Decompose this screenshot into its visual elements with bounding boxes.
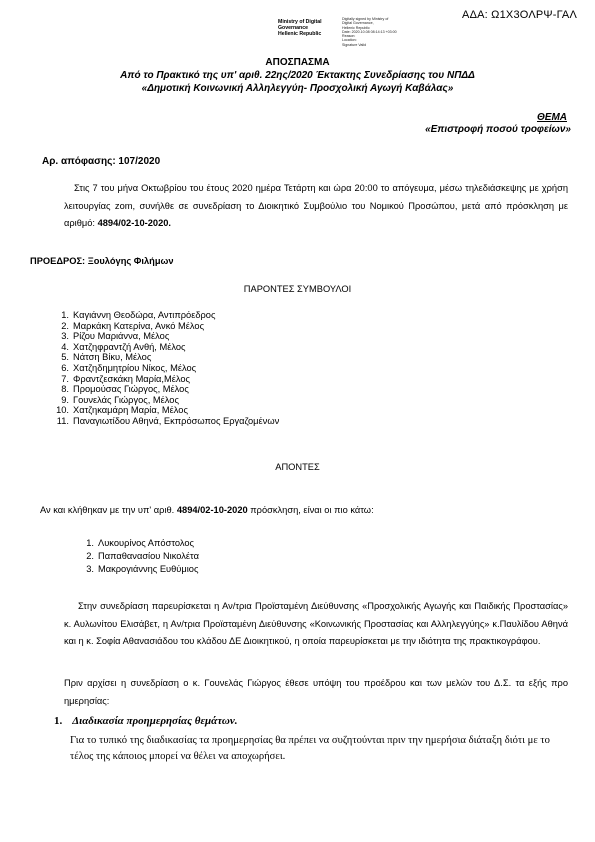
signature-org-line: Ministry of Digital <box>278 19 322 25</box>
absent-heading: ΑΠΟΝΤΕΣ <box>275 462 320 472</box>
member-name: Καγιάννη Θεοδώρα, Αντιπρόεδρος <box>73 310 216 320</box>
list-item <box>80 550 199 563</box>
president: ΠΡΟΕΔΡΟΣ: Ξουλόγης Φιλήμων <box>30 256 174 266</box>
present-heading: ΠΑΡΟΝΤΕΣ ΣΥΜΒΟΥΛΟΙ <box>243 284 352 294</box>
signature-detail-line: Hellenic Republic <box>342 25 370 30</box>
list-item <box>80 537 199 550</box>
list-item <box>80 563 199 576</box>
document-subtitle: Από το Πρακτικό της υπ' αριθ. 22ης/2020 Έκτακτης Συνεδρίασης του ΝΠΔΔ <box>120 70 475 81</box>
signature-detail-line: Date: 2020.10.08 08:14:13 +03:00 <box>342 29 397 34</box>
list-item <box>40 310 279 321</box>
list-item <box>40 384 279 395</box>
signature-detail-line: Signature Valid <box>342 42 367 47</box>
list-item <box>40 321 279 332</box>
list-number: 1. <box>86 538 94 548</box>
digital-signature-details <box>342 17 412 47</box>
absent-intro-text: Αν και κλήθηκαν με την υπ' αριθ. <box>40 505 177 515</box>
agenda-number: 1. <box>54 715 63 727</box>
list-number: 2. <box>86 550 94 561</box>
list-item <box>40 352 279 363</box>
agenda-title: Διαδικασία προημερησίας θεμάτων. <box>72 715 238 727</box>
member-name: Νάτση Βίκυ, Μέλος <box>73 352 152 363</box>
subject-label: ΘΕΜΑ <box>537 112 567 123</box>
absent-intro-text-end: πρόσκληση, είναι οι πιο κάτω: <box>247 505 374 515</box>
pre-agenda-paragraph: Πριν αρχίσει η συνεδρίαση ο κ. Γουνελάς Γιώργος έθεσε υπόψη του προέδρου και των μελών του Δ.Σ. τα εξής προ ημερησίας: <box>64 678 568 706</box>
member-name: Μαρκάκη Κατερίνα, Ανκό Μέλος <box>73 320 205 331</box>
member-name: Μακρογιάννης Ευθύμιος <box>98 563 199 574</box>
member-name: Χατζηκαμάρη Μαρία, Μέλος <box>73 405 188 416</box>
signature-org-line: Governance <box>278 25 308 32</box>
signature-detail-line: Location: <box>342 38 357 43</box>
member-name: Προμούσας Γιώργος, Μέλος <box>73 384 189 395</box>
member-name: Παναγιωτίδου Αθηνά, Εκπρόσωπος Εργαζομένων <box>73 415 280 426</box>
agenda-item-title <box>54 715 238 727</box>
present-members-list <box>40 310 279 427</box>
list-number: 5. <box>61 352 69 363</box>
document-title: ΑΠΟΣΠΑΣΜΑ <box>265 57 330 68</box>
decision-number: Αρ. απόφασης: 107/2020 <box>42 156 161 167</box>
list-number: 7. <box>61 373 69 384</box>
meeting-text: Στις 7 του μήνα Οκτωβρίου του έτους 2020 ημέρα Τετάρτη και ώρα 20:00 το απόγευμα, μέσω τηλεδιάσκεψης με χρήση λειτουργίας zom, συνήλθε σε συνεδρίαση το Διοικητικό Συμβούλιο του Νομικού Προσώπου, μετά από πρόσκληση με αριθμό: <box>64 183 568 228</box>
organization-name: «Δημοτική Κοινωνική Αλληλεγγύη- Προσχολική Αγωγή Καβάλας» <box>141 83 454 94</box>
list-item <box>40 374 279 385</box>
member-name: Χατζηδημητρίου Νίκος, Μέλος <box>73 362 197 373</box>
member-name: Λυκουρίνος Απόστολος <box>98 538 195 548</box>
list-number: 9. <box>61 394 69 405</box>
list-number: 2. <box>61 320 69 331</box>
member-name: Φραντζεσκάκη Μαρία,Μέλος <box>73 373 191 384</box>
signature-org-line: Hellenic Republic <box>278 31 322 38</box>
list-number: 11. <box>56 415 69 426</box>
member-name: Γουνελάς Γιώργος, Μέλος <box>73 394 179 405</box>
invitation-number: 4894/02-10-2020. <box>97 218 171 228</box>
list-number: 3. <box>61 331 69 342</box>
digital-signature-org <box>278 19 340 38</box>
list-item <box>40 331 279 342</box>
list-number: 1. <box>61 310 69 320</box>
list-item <box>40 416 279 427</box>
absent-intro <box>40 505 374 515</box>
list-number: 4. <box>61 341 69 352</box>
member-name: Χατζηφραντζή Ανθή, Μέλος <box>73 341 186 352</box>
list-item <box>40 395 279 406</box>
signature-detail-line: Digitally signed by Ministry of <box>342 17 389 21</box>
list-item <box>40 405 279 416</box>
list-number: 8. <box>61 384 69 395</box>
agenda-item-text: Για το τυπικό της διαδικασίας τα προημερησίας θα πρέπει να συζητούνται πριν την ημερήσια διάταξη διότι με το τέλος της κάποιος μπορεί να θέλει να αποχωρήσει. <box>70 735 550 762</box>
attendance-paragraph: Στην συνεδρίαση παρευρίσκεται η Αν/τρια Προϊσταμένη Διεύθυνσης «Προσχολικής Αγωγής και Παιδικής Προστασίας» κ. Αυλωνίτου Ελισάβετ, η Αν/τρια Προϊσταμένη Διεύθυνσης «Κοινωνικής Προστασίας και Αλληλεγγύης» κ.Παυλίδου Αθηνά και η κ. Σοφία Αθανασιάδου του κλάδου ΔΕ Διοικητικού, η οποία παρευρίσκεται με την ιδιότητα της πρακτικογράφου. <box>64 601 568 646</box>
ada-code: ΑΔΑ: Ω1Χ3ΟΛΡΨ-ΓΑΛ <box>462 9 577 21</box>
absent-invitation-number: 4894/02-10-2020 <box>176 505 248 515</box>
meeting-paragraph <box>64 180 568 233</box>
list-item <box>40 363 279 374</box>
signature-detail-line: Reason: <box>342 34 356 39</box>
list-item <box>40 342 279 353</box>
member-name: Ρίζου Μαριάννα, Μέλος <box>73 331 170 342</box>
list-number: 10. <box>56 405 69 416</box>
absent-members-list <box>80 537 199 575</box>
subject-value: «Επιστροφή ποσού τροφείων» <box>425 124 571 135</box>
list-number: 3. <box>86 563 94 574</box>
member-name: Παπαθανασίου Νικολέτα <box>98 550 199 561</box>
signature-detail-line: Digital Governance, <box>342 21 374 26</box>
list-number: 6. <box>61 362 69 373</box>
